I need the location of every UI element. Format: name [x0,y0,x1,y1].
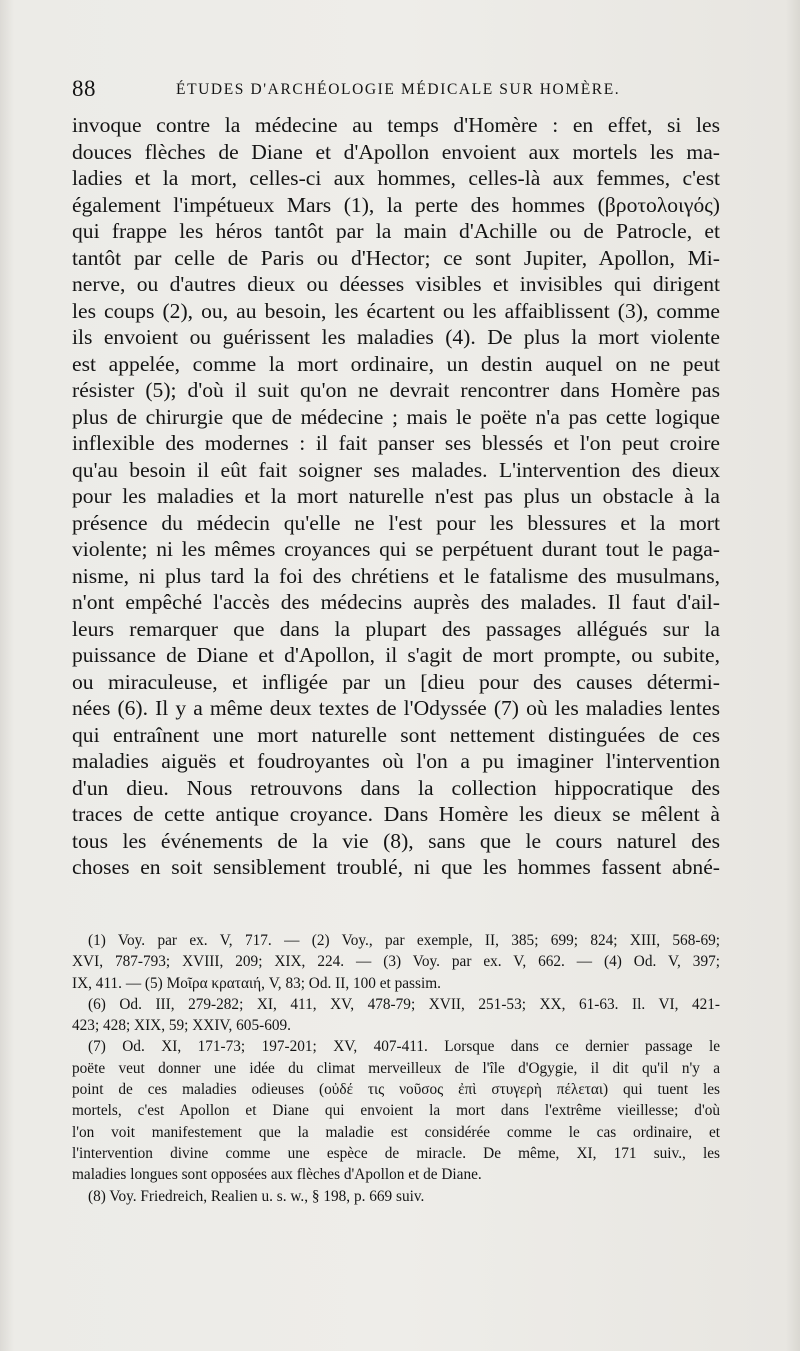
footnote-line: (1) Voy. par ex. V, 717. — (2) Voy., par exemple, II, 385; 699; 824; XIII, 568-69; [88,932,720,949]
text-line: qu'au besoin il eût fait soigner ses malades. L'intervention des dieux [72,457,720,482]
text-line: d'un dieu. Nous retrouvons dans la collection hippocratique des [72,775,720,800]
text-line: tantôt par celle de Paris ou d'Hector; ce sont Jupiter, Apollon, Mi- [72,245,720,270]
footnote-line: (8) Voy. Friedreich, Realien u. s. w., § 198, p. 669 suiv. [88,1187,425,1205]
text-line: violente; ni les mêmes croyances qui se perpétuent durant tout le paga- [72,537,720,561]
text-line: est appelée, comme la mort ordinaire, un destin auquel on ne peut [72,351,720,376]
page-number: 88 [72,76,96,101]
footnote-line: l'on voit manifestement que la maladie est considérée comme le cas ordinaire, et [72,1123,720,1141]
text-line: plus de chirurgie que de médecine ; mais le poëte n'a pas cette logique [72,404,720,429]
footnote-line: XVI, 787-793; XVIII, 209; XIX, 224. — (3) Voy. par ex. V, 662. — (4) Od. V, 397; [72,953,720,971]
footnote-line: mortels, c'est Apollon et Diane qui envoient la mort dans l'extrême vieillesse; d'où [72,1102,720,1120]
footnote-line: poëte veut donner une idée du climat merveilleux de l'île d'Ogygie, il dit qu'il n'y a [72,1059,720,1077]
text-line: présence du médecin qu'elle ne l'est pour les blessures et la mort [72,510,720,535]
text-line: ou miraculeuse, et infligée par un [dieu pour des causes détermi- [72,669,720,694]
footnote-line: IX, 411. — (5) Μοῖρα κραταιή, V, 83; Od. II, 100 et passim. [72,974,441,992]
text-line: qui frappe les héros tantôt par la main d'Achille ou de Patrocle, et [72,219,720,243]
text-line: inflexible des modernes : il fait panser ses blessés et l'on peut croire [72,431,720,455]
footnotes [72,930,720,1207]
text-line: nées (6). Il y a même deux textes de l'Odyssée (7) où les maladies lentes [72,696,720,720]
text-line: maladies aiguës et foudroyantes où l'on a pu imaginer l'intervention [72,749,720,773]
text-line: traces de cette antique croyance. Dans Homère les dieux se mêlent à [72,802,720,826]
footnote-line: l'intervention divine comme une espèce de miracle. De même, XI, 171 suiv., les [72,1144,720,1162]
text-line: résister (5); d'où il suit qu'on ne devrait rencontrer dans Homère pas [72,378,720,402]
text-line: leurs remarquer que dans la plupart des passages allégués sur la [72,616,720,641]
text-line: également l'impétueux Mars (1), la perte des hommes (βροτολοιγός) [72,192,720,217]
text-line: invoque contre la médecine au temps d'Homère : en effet, si les [72,113,720,137]
text-line: nerve, ou d'autres dieux ou déesses visibles et invisibles qui dirigent [72,272,720,296]
text-line: pour les maladies et la mort naturelle n'est pas plus un obstacle à la [72,484,720,508]
footnote-line: point de ces maladies odieuses (οὐδέ τις νοῦσος ἐπὶ στυγερὴ πέλεται) qui tuent les [72,1081,720,1099]
text-line: douces flèches de Diane et d'Apollon envoient aux mortels les ma- [72,139,720,164]
text-line: qui entraînent une mort naturelle sont nettement distinguées de ces [72,722,720,747]
text-line: tous les événements de la vie (8), sans que le cours naturel des [72,828,720,853]
text-line: les coups (2), ou, au besoin, les écartent ou les affaiblissent (3), comme [72,298,720,323]
text-line: ils envoient ou guérissent les maladies (4). De plus la mort violente [72,325,720,349]
footnote-line: (6) Od. III, 279-282; XI, 411, XV, 478-79; XVII, 251-53; XX, 61-63. Il. VI, 421- [88,995,720,1013]
text-line: nisme, ni plus tard la foi des chrétiens et le fatalisme des musulmans, [72,563,720,588]
text-line: n'ont empêché l'accès des médecins auprès des malades. Il faut d'ail- [72,590,720,614]
text-line: ladies et la mort, celles-ci aux hommes, celles-là aux femmes, c'est [72,166,720,190]
body-text [72,112,720,881]
footnote-line: (7) Od. XI, 171-73; 197-201; XV, 407-411. Lorsque dans ce dernier passage le [88,1038,720,1056]
page-header [72,76,720,106]
footnote-line: 423; 428; XIX, 59; XXIV, 605-609. [72,1017,291,1035]
text-line: puissance de Diane et d'Apollon, il s'agit de mort prompte, ou subite, [72,643,720,667]
running-head: ÉTUDES D'ARCHÉOLOGIE MÉDICALE SUR HOMÈRE. [176,81,621,98]
footnote-line: maladies longues sont opposées aux flèches d'Apollon et de Diane. [72,1166,482,1184]
text-line: choses en soit sensiblement troublé, ni que les hommes fassent abné- [72,855,720,879]
